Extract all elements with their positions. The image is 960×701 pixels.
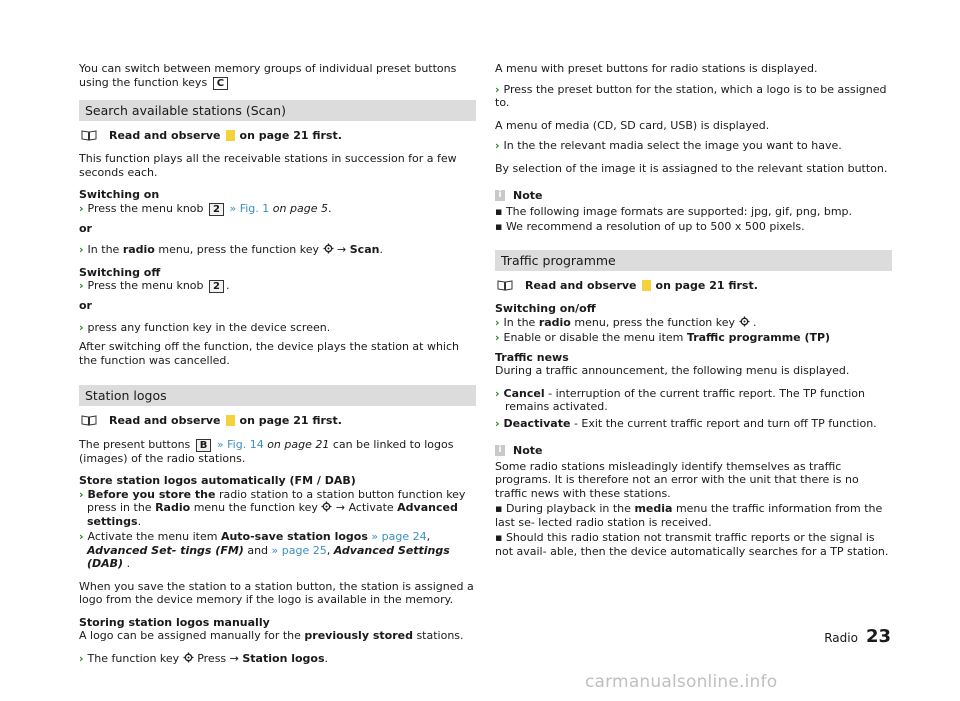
chevron-right-icon: › (495, 416, 500, 430)
chevron-right-icon: › (495, 139, 500, 152)
traffic-news-text: During a traffic announcement, the following menu is displayed. (495, 364, 850, 377)
page-link[interactable]: » page 24 (371, 530, 427, 543)
deactivate-item: › Deactivate - Exit the current traffic report and turn off TP function. (495, 416, 877, 430)
scan-description: This function plays all the receivable stations in succession for a few seconds each. (79, 152, 457, 179)
note-icon: i (495, 190, 505, 201)
gear-icon (321, 501, 332, 512)
chevron-right-icon: › (79, 320, 84, 334)
book-icon (81, 415, 97, 426)
warning-icon (642, 280, 651, 291)
warning-icon (226, 415, 235, 426)
read-observe-logos: Read and observe on page 21 first. (79, 414, 476, 428)
section-name: Radio (824, 631, 858, 645)
or-1: or (79, 221, 92, 235)
cancel-item: › Cancel - interruption of the current traffic report. The TP function remains activated. (495, 386, 865, 413)
chevron-right-icon: › (79, 243, 84, 256)
chevron-right-icon: › (79, 279, 84, 292)
chevron-right-icon: › (495, 82, 500, 96)
menu-text: A menu with preset buttons for radio stations is displayed. (495, 62, 818, 75)
right-column (495, 62, 892, 567)
note-heading-1: i Note (495, 189, 892, 203)
function-key-c: C (213, 77, 228, 90)
or-2: or (79, 299, 92, 312)
manual-store-heading: Storing station logos manually (79, 615, 270, 629)
fig-link[interactable]: » Fig. 14 (216, 437, 264, 451)
onoff-step-1: › In the radio menu, press the function key . (495, 315, 757, 329)
switching-onoff-heading: Switching on/off (495, 302, 596, 315)
chevron-right-icon: › (79, 651, 84, 665)
read-observe-traffic: Read and observe on page 21 first. (495, 279, 892, 293)
traffic-news-heading: Traffic news (495, 350, 569, 364)
section-header-traffic: Traffic programme (495, 250, 892, 271)
scan-off-step-2: › press any function key in the device screen. (79, 320, 331, 334)
chevron-right-icon: › (495, 386, 500, 400)
menu-knob-key: 2 (209, 203, 224, 216)
preset-key-b: B (196, 439, 212, 452)
menu-knob-key: 2 (209, 280, 224, 293)
chevron-right-icon: › (79, 487, 84, 501)
book-icon (81, 130, 97, 141)
read-observe-scan: Read and observe on page 21 first. (79, 129, 476, 143)
select-step: › In the the relevant madia select the image you want to have. (495, 139, 842, 152)
warning-icon (226, 130, 235, 141)
auto-step-1: › Before you store the radio station to a station button function key press in the Radio menu the function key → Activate Advanced settings. (79, 487, 466, 528)
section-header-scan: Search available stations (Scan) (79, 100, 476, 121)
manual-text: A logo can be assigned manually for the previously stored stations. (79, 629, 464, 642)
fig-link[interactable]: » Fig. 1 (229, 201, 270, 215)
note2-paragraph-2: ▪ During playback in the media menu the traffic information from the last se- lected radio station is received. (495, 502, 883, 529)
onoff-step-2: › Enable or disable the menu item Traffic programme (TP) (495, 331, 831, 344)
gear-icon (739, 316, 750, 327)
scan-off-step-1: › Press the menu knob 2 . (79, 279, 230, 292)
chevron-right-icon: › (79, 530, 84, 543)
note-heading-2: i Note (495, 444, 892, 458)
manual-step: › The function key Press → Station logos. (79, 651, 329, 665)
chevron-right-icon: › (79, 201, 84, 215)
save-text: When you save the station to a station button, the station is assigned a logo from the device memory if the logo is available in the memory. (79, 579, 474, 606)
page-link[interactable]: » page 25 (271, 543, 327, 557)
chevron-right-icon: › (495, 331, 500, 344)
book-icon (497, 280, 513, 291)
gear-icon (323, 243, 334, 254)
scan-on-step-2: › In the radio menu, press the function key → Scan. (79, 243, 383, 256)
switching-on-heading: Switching on (79, 188, 160, 201)
assign-text: By selection of the image it is assiagned to the relevant station button. (495, 161, 888, 175)
note2-paragraph-3: ▪ Should this radio station not transmit traffic reports or the signal is not avail- able, then the device automatically searches for a TP station. (495, 531, 889, 558)
logos-present-paragraph: The present buttons B » Fig. 14 on page 21 can be linked to logos (images) of the radio stations. (79, 437, 454, 465)
page-footer (824, 626, 891, 647)
page-number: 23 (865, 626, 891, 647)
auto-store-heading: Store station logos automatically (FM / DAB) (79, 474, 356, 487)
note1-line-2: ▪ We recommend a resolution of up to 500 x 500 pixels. (495, 220, 805, 233)
media-text: A menu of media (CD, SD card, USB) is displayed. (495, 118, 770, 132)
gear-icon (183, 652, 194, 663)
note2-paragraph-1: Some radio stations misleadingly identify themselves as traffic programs. It is therefore not an error with the unit that there is no traffic news with these stations. (495, 459, 859, 500)
left-column (79, 62, 476, 674)
note1-line-1: ▪ The following image formats are supported: jpg, gif, png, bmp. (495, 204, 853, 218)
scan-on-step-1: › Press the menu knob 2 » Fig. 1 on page 5. (79, 201, 332, 215)
press-step: › Press the preset button for the station, which a logo is to be assigned to. (495, 82, 887, 109)
section-header-logos: Station logos (79, 385, 476, 406)
auto-step-2: › Activate the menu item Auto-save station logos » page 24, Advanced Set- tings (FM) and » page 25, Advanced Settings (DAB) . (79, 530, 450, 570)
scan-after-text: After switching off the function, the device plays the station at which the function was cancelled. (79, 340, 460, 367)
switching-off-heading: Switching off (79, 265, 161, 279)
intro-paragraph: You can switch between memory groups of individual preset buttons using the function keys C (79, 62, 457, 89)
note-icon: i (495, 445, 505, 456)
chevron-right-icon: › (495, 315, 500, 329)
watermark: carmanualsonline.info (585, 672, 778, 692)
